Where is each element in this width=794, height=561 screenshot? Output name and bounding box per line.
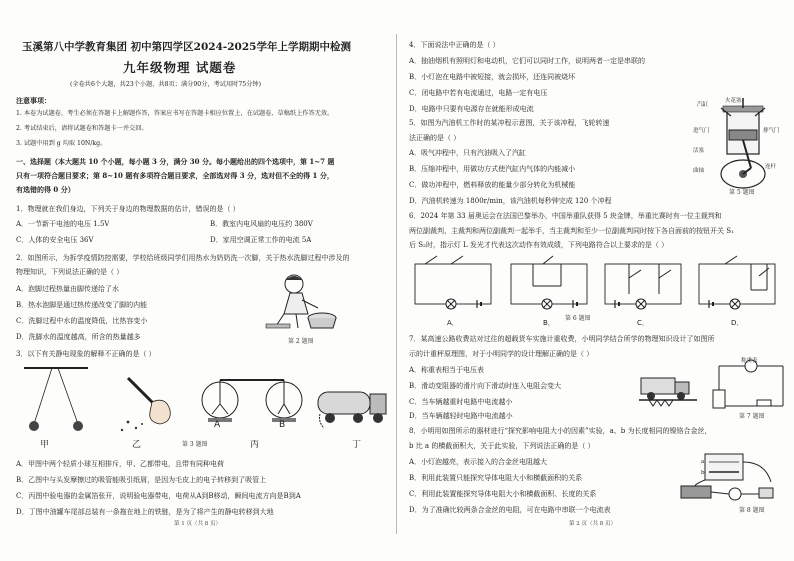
electroscopes-figure [198,372,308,424]
right-page [399,0,794,561]
section1-line3: 有选错的得 0 分） [16,185,75,194]
circuit-d [695,256,781,312]
resistance-apparatus-figure [675,452,785,508]
engine-label-spark-plug: 火花塞 [725,98,742,104]
q3-label-a: A [214,420,221,430]
q1-option-a: A．一节新干电池的电压 1.5V [16,220,110,228]
q8-stem-2: b 比 a 的横截面积大，关于此实验，下列说法正确的是（ ） [409,442,595,450]
q7-option-b: B．滑动变阻器的滑片向下滑动时连入电阻会变大 [409,382,562,390]
q5-stem-2: 法正确的是（ ） [409,134,461,142]
q8-option-a: A．小灯泡越亮，表示接入的合金丝电阻越大 [409,458,548,466]
q3-option-a: A．甲图中两个轻质小球互相排斥，甲、乙都带电，且带有同种电荷 [16,460,225,468]
q5-option-c: C．做功冲程中，燃料释放的能量少部分转化为机械能 [409,181,576,189]
left-page-footer: 第 1 页（共 8 页） [174,521,221,527]
q8-wire-label-b: b [701,470,705,476]
q8-option-d: D．为了准确比较两条合金丝的电阻，可在电路中串联一个电流表 [409,506,611,514]
weighing-scale-figure [639,360,789,412]
exam-info: (全卷共6个大题，共23个小题，共8页；满分90分，考试用时75分钟) [70,81,262,88]
q7-stem-1: 7．某高速公路收费站对过往的超载货车实施计重收费，小明同学结合所学的物理知识设计了如图所 [409,335,715,343]
q7-caption: 第 7 题图 [739,413,765,420]
engine-label-intake-valve: 进气门 [693,128,710,134]
exam-title: 玉溪第八中学教育集团 初中第四学区2024-2025学年上学期期中检测 [22,41,351,53]
q2-option-c: C．洗脚过程中水的温度降低，比热容变小 [16,317,148,325]
foot-wash-figure [262,272,342,334]
q3-option-b: B．乙图中与头发摩擦过的吸管能吸引纸屑，是因为毛皮上的电子转移到了吸管上 [16,476,267,484]
engine-label-rod: 连杆 [765,164,777,170]
q4-option-d: D．电路中只要有电源存在就能形成电流 [409,105,534,113]
q6-option-d-label: D． [731,319,744,327]
q8-option-c: C．利用此装置能探究导体电阻大小和横截面积、长度的关系 [409,490,597,498]
notes-heading: 注意事项： [16,96,51,105]
q7-option-a: A．称重表相当于电压表 [409,366,485,374]
engine-label-exhaust-valve: 排气门 [763,128,780,134]
q2-stem-2: 物理知识，下列说法正确的是（ ） [16,268,124,276]
q5-option-a: A．吸气冲程中，只有汽油吸入了汽缸 [409,149,527,157]
q6-stem-3: 后 S₂时，指示灯 L 发光才代表这次动作有效成绩，下列电路符合以上要求的是（ ） [409,241,669,249]
q3-option-c: C．丙图中验电器的金属箔张开，说明验电器带电，电荷从A到B移动，瞬间电流方向是B到A [16,492,301,500]
q7-stem-2: 示的计重秤原理图，对于小明同学的设计理解正确的是（ ） [409,350,594,358]
q6-caption: 第 6 题图 [565,315,591,322]
note-1: 1. 本卷为试题卷，考生必须在答题卡上解题作答，答案应书写在答题卡相应位置上，在试题卷、草稿纸上作答无效。 [16,110,334,117]
q7-option-d: D．当车辆越轻时电路中电流越小 [409,412,513,420]
left-page [0,0,396,561]
engine-figure [699,96,789,196]
q4-option-a: A．抽油烟机有照明灯和电动机，它们可以同时工作，说明两者一定是串联的 [409,57,646,65]
q5-option-d: D．汽油机转速为 1800r/min，该汽油机每秒钟完成 120 个冲程 [409,197,612,205]
q1-stem: 1．物理就在我们身边，下列关于身边的物理数据的估计，错误的是（ ） [16,205,240,213]
q1-option-c: C．人体的安全电压 36V [16,236,94,244]
q5-option-b: B．压缩冲程中，用做功方式使汽缸内气体的内能减小 [409,165,576,173]
circuit-c [601,256,687,312]
q2-caption: 第 2 题图 [288,338,314,345]
q6-stem-1: 6．2024 年第 33 届奥运会在法国巴黎举办，中国举重队获得 5 块金牌，举重比赛时有一位主裁判和 [409,212,722,220]
section1-line2: 只有一项符合题目要求；第 8~10 题有多项符合题目要求，全部选对得 3 分，选对但不全的得 1 分， [16,171,334,180]
q8-caption: 第 8 题图 [739,507,765,514]
q6-option-c-label: C． [637,319,649,327]
engine-label-crank: 曲轴 [693,168,705,174]
q2-option-b: B．热水泡脚是通过热传递改变了脚的内能 [16,301,148,309]
page-divider [396,34,397,534]
tank-truck-figure [316,372,390,432]
q2-stem-1: 2．如图所示，为拆学疫情防控需要，学校给班级同学们用热水为奶奶洗一次脚，关于热水洗脚过程中涉及的 [16,254,350,262]
engine-label-chamber: 汽缸 [697,102,709,108]
exam-subtitle: 九年级物理 试题卷 [123,60,237,75]
note-3: 3. 试题中用到 g 均取 10N/kg。 [16,140,107,147]
q2-option-d: D．洗脚水的温度越高，所含的热量越多 [16,333,141,341]
q2-option-a: A．泡脚过程热量由脚传递给了水 [16,285,120,293]
q4-option-c: C．闭电路中若有电流通过，电路一定有电压 [409,89,548,97]
q8-option-b: B．利用此装置只能探究导体电阻大小和横截面积的关系 [409,474,583,482]
engine-label-piston: 活塞 [693,148,705,154]
q1-option-d: D．家用空调正常工作的电流 5A [210,236,312,244]
q3-label-ding: 丁 [352,440,362,450]
circuit-b [507,256,593,312]
q4-stem: 4．下面说法中正确的是（ ） [409,41,500,49]
right-page-footer: 第 2 页（共 8 页） [569,521,616,527]
q4-option-b: B．小灯泡在电路中被短接，就会损坏，还连同被烧坏 [409,73,576,81]
circuit-a [411,256,497,312]
q6-option-a-label: A． [447,319,459,327]
q7-option-c: C．当车辆越重时电路中电流越小 [409,398,513,406]
q3-label-bing: 丙 [250,440,260,450]
q3-label-jia: 甲 [40,440,50,450]
straw-figure [108,370,188,436]
q8-wire-label-a: a [701,459,705,465]
q1-option-b: B．教室内电风扇的电压约 380V [210,220,313,228]
q5-caption: 第 5 题图 [729,189,755,196]
q5-stem-1: 5．如图为汽油机工作时的某冲程示意图，关于该冲程，飞轮转速 [409,119,610,127]
hanging-balls-figure [22,364,92,439]
note-2: 2. 考试结束后，请将试题卷和答题卡一并交回。 [16,125,148,132]
section1-heading: 一、选择题（本大题共 10 个小题，每小题 3 分，满分 30 分。每小题给出的四个选项中，第 1~7 题 [16,157,335,166]
q3-label-b: B [279,420,286,430]
q7-meter-label: 称重表 [741,358,758,364]
q6-stem-2: 两位副裁判，主裁判和两位副裁判一起举手，当主裁判和至少一位副裁判同时按下各自面前的按钮开关 S₁ [409,227,734,235]
q3-option-d: D．丁图中油罐车尾部总装有一条拖在地上的铁链，是为了将产生的静电转移到大地 [16,508,274,516]
q3-stem: 3．以下有关静电现象的解释不正确的是（ ） [16,350,156,358]
q6-option-b-label: B． [543,319,555,327]
q3-label-yi: 乙 [132,440,142,450]
q3-caption: 第 3 题图 [182,441,208,448]
q8-stem-1: 8．小明用如图所示的器材进行“探究影响电阻大小的因素”实验，a、b 为长度相同的镍铬合金丝， [409,427,712,435]
